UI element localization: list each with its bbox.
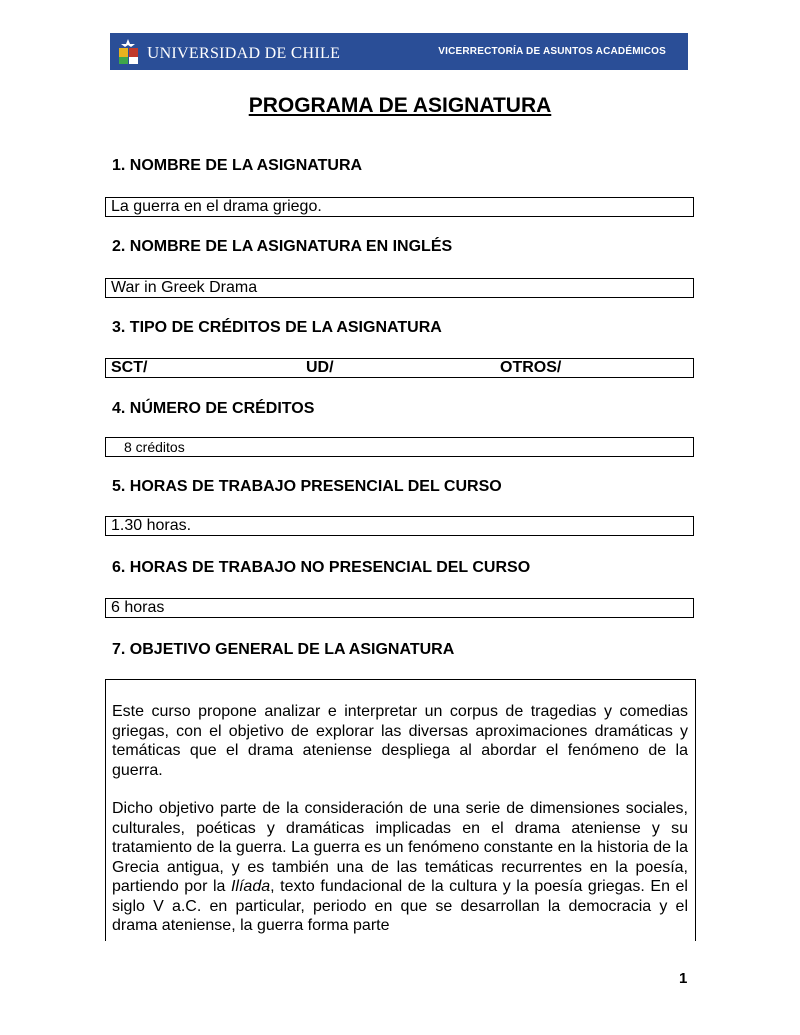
credit-type-field — [105, 358, 694, 378]
institution-header — [110, 33, 688, 70]
presential-hours-field: 1.30 horas. — [105, 516, 694, 536]
objective-paragraph-1: Este curso propone analizar e interpretar un corpus de tragedias y comedias griegas, con el objetivo de explorar las diversas aproximaciones dramáticas y temáticas que el drama ateniense despliega al abordar el fenómeno de la guerra. — [112, 703, 688, 779]
section-6-heading: 6. HORAS DE TRABAJO NO PRESENCIAL DEL CURSO — [112, 559, 531, 576]
objective-box — [105, 679, 696, 941]
objective-paragraph-2: Dicho objetivo parte de la consideración de una serie de dimensiones sociales, culturales, poéticas y dramáticas implicadas en el drama ateniense y su tratamiento de la guerra. La guerra es un fenómeno constante en la historia de la Grecia antigua, y es también una de las temáticas recurrentes en la poesía, partiendo por la Ilíada, texto fundacional de la cultura y la poesía griegas. En el siglo V a.C. en particular, periodo en que se desarrollan la democracia y el drama ateniense, la guerra forma parte — [112, 800, 688, 934]
course-name-field: La guerra en el drama griego. — [105, 197, 694, 217]
university-logo-icon — [116, 38, 142, 66]
section-2-heading: 2. NOMBRE DE LA ASIGNATURA EN INGLÉS — [112, 238, 453, 255]
ud-label: UD/ — [306, 359, 334, 376]
section-5-heading: 5. HORAS DE TRABAJO PRESENCIAL DEL CURSO — [112, 478, 502, 495]
non-presential-hours-field: 6 horas — [105, 598, 694, 618]
course-name-english-field: War in Greek Drama — [105, 278, 694, 298]
sct-label: SCT/ — [111, 359, 148, 376]
section-7-heading: 7. OBJETIVO GENERAL DE LA ASIGNATURA — [112, 641, 455, 658]
vicerrectoria-name: VICERRECTORÍA DE ASUNTOS ACADÉMICOS — [438, 46, 666, 57]
section-1-heading: 1. NOMBRE DE LA ASIGNATURA — [112, 157, 363, 174]
page-number: 1 — [679, 970, 688, 987]
credits-number-field: 8 créditos — [105, 437, 694, 457]
section-4-heading: 4. NÚMERO DE CRÉDITOS — [112, 400, 315, 417]
page-title: PROGRAMA DE ASIGNATURA — [248, 94, 552, 117]
university-name: UNIVERSIDAD DE CHILE — [147, 43, 341, 62]
section-3-heading: 3. TIPO DE CRÉDITOS DE LA ASIGNATURA — [112, 319, 442, 336]
otros-label: OTROS/ — [500, 359, 562, 376]
